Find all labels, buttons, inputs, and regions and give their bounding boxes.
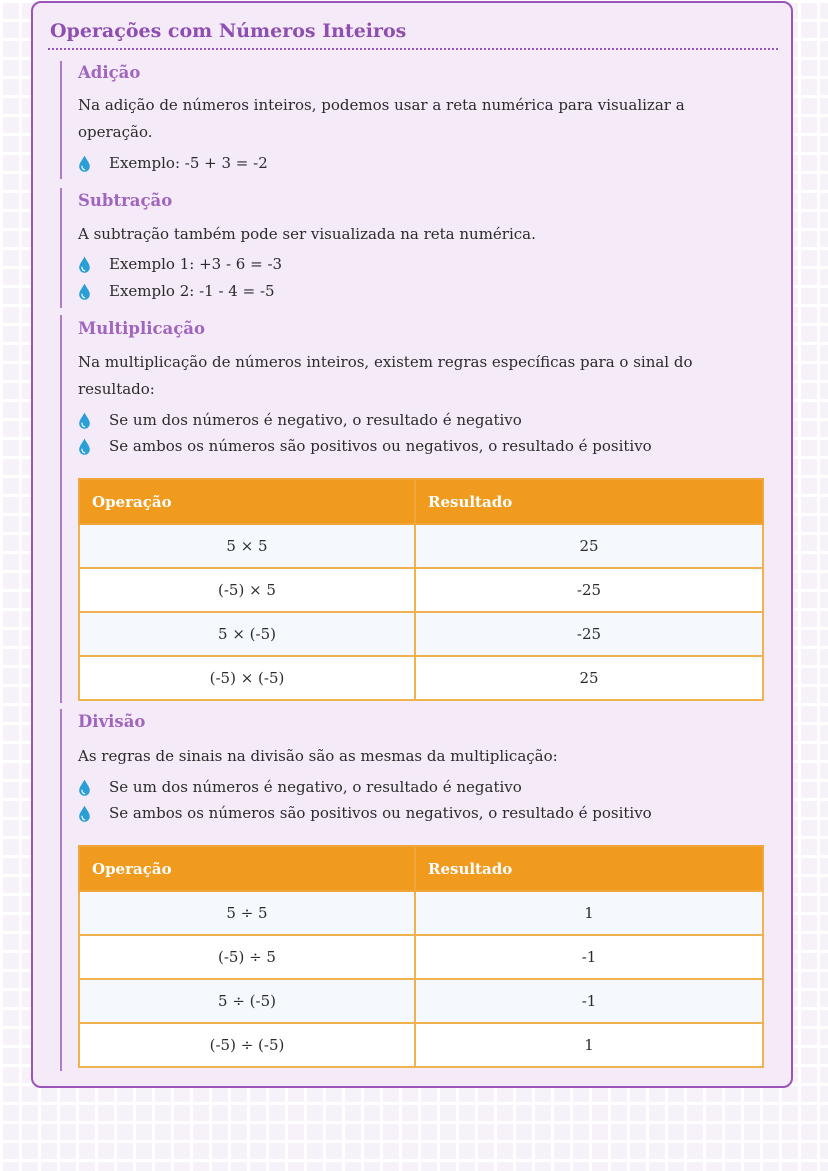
list-item [78,433,652,459]
water-drop-icon [78,412,91,429]
section-title-multiplicacao: Multiplicação [78,319,205,338]
cell-resultado: 25 [415,524,763,568]
section-title-divisao: Divisão [78,712,146,731]
cell-operacao: (-5) × (-5) [79,656,415,700]
division-table [78,845,764,1068]
section-title-subtracao: Subtração [78,191,173,210]
content-card [31,1,793,1088]
section-text-multiplicacao: Na multiplicação de números inteiros, existem regras específicas para o sinal do resultado: [78,353,693,398]
column-header-resultado: Resultado [415,479,763,524]
cell-resultado: -1 [415,979,763,1023]
list-item-text: Se ambos os números são positivos ou negativos, o resultado é positivo [109,437,652,455]
table-row [79,612,763,656]
section-subtracao [60,188,780,308]
table-row [79,524,763,568]
water-drop-icon [78,256,91,273]
list-item-text: Exemplo: -5 + 3 = -2 [109,154,268,172]
water-drop-icon [78,438,91,455]
cell-operacao: 5 × 5 [79,524,415,568]
list-item [78,407,522,433]
cell-operacao: 5 × (-5) [79,612,415,656]
cell-operacao: 5 ÷ (-5) [79,979,415,1023]
cell-resultado: -25 [415,568,763,612]
column-header-operacao: Operação [79,479,415,524]
table-header-row [79,846,763,891]
list-item-text: Se ambos os números são positivos ou negativos, o resultado é positivo [109,804,652,822]
list-item [78,251,282,277]
table-row [79,891,763,935]
list-item-text: Exemplo 2: -1 - 4 = -5 [109,282,275,300]
water-drop-icon [78,779,91,796]
list-item [78,150,268,176]
cell-operacao: 5 ÷ 5 [79,891,415,935]
cell-resultado: 25 [415,656,763,700]
list-item-text: Se um dos números é negativo, o resultado é negativo [109,778,522,796]
title-divider [48,48,778,50]
table-row [79,656,763,700]
section-adicao [60,61,780,179]
table-row [79,1023,763,1067]
cell-resultado: -1 [415,935,763,979]
column-header-operacao: Operação [79,846,415,891]
section-multiplicacao [60,315,780,703]
water-drop-icon [78,155,91,172]
section-text-divisao: As regras de sinais na divisão são as mesmas da multiplicação: [78,747,558,765]
table-row [79,568,763,612]
water-drop-icon [78,283,91,300]
section-text-adicao: Na adição de números inteiros, podemos usar a reta numérica para visualizar a operação. [78,96,685,141]
water-drop-icon [78,805,91,822]
multiplication-table [78,478,764,701]
list-item-text: Se um dos números é negativo, o resultado é negativo [109,411,522,429]
cell-operacao: (-5) × 5 [79,568,415,612]
list-item-text: Exemplo 1: +3 - 6 = -3 [109,255,283,273]
table-row [79,935,763,979]
cell-resultado: 1 [415,891,763,935]
cell-resultado: 1 [415,1023,763,1067]
cell-resultado: -25 [415,612,763,656]
cell-operacao: (-5) ÷ (-5) [79,1023,415,1067]
table-row [79,979,763,1023]
list-item [78,278,275,304]
table-header-row [79,479,763,524]
section-divisao [60,709,780,1071]
section-text-subtracao: A subtração também pode ser visualizada na reta numérica. [78,225,536,243]
list-item [78,774,522,800]
page-title: Operações com Números Inteiros [50,20,407,42]
section-title-adicao: Adição [78,63,141,82]
column-header-resultado: Resultado [415,846,763,891]
list-item [78,800,652,826]
cell-operacao: (-5) ÷ 5 [79,935,415,979]
